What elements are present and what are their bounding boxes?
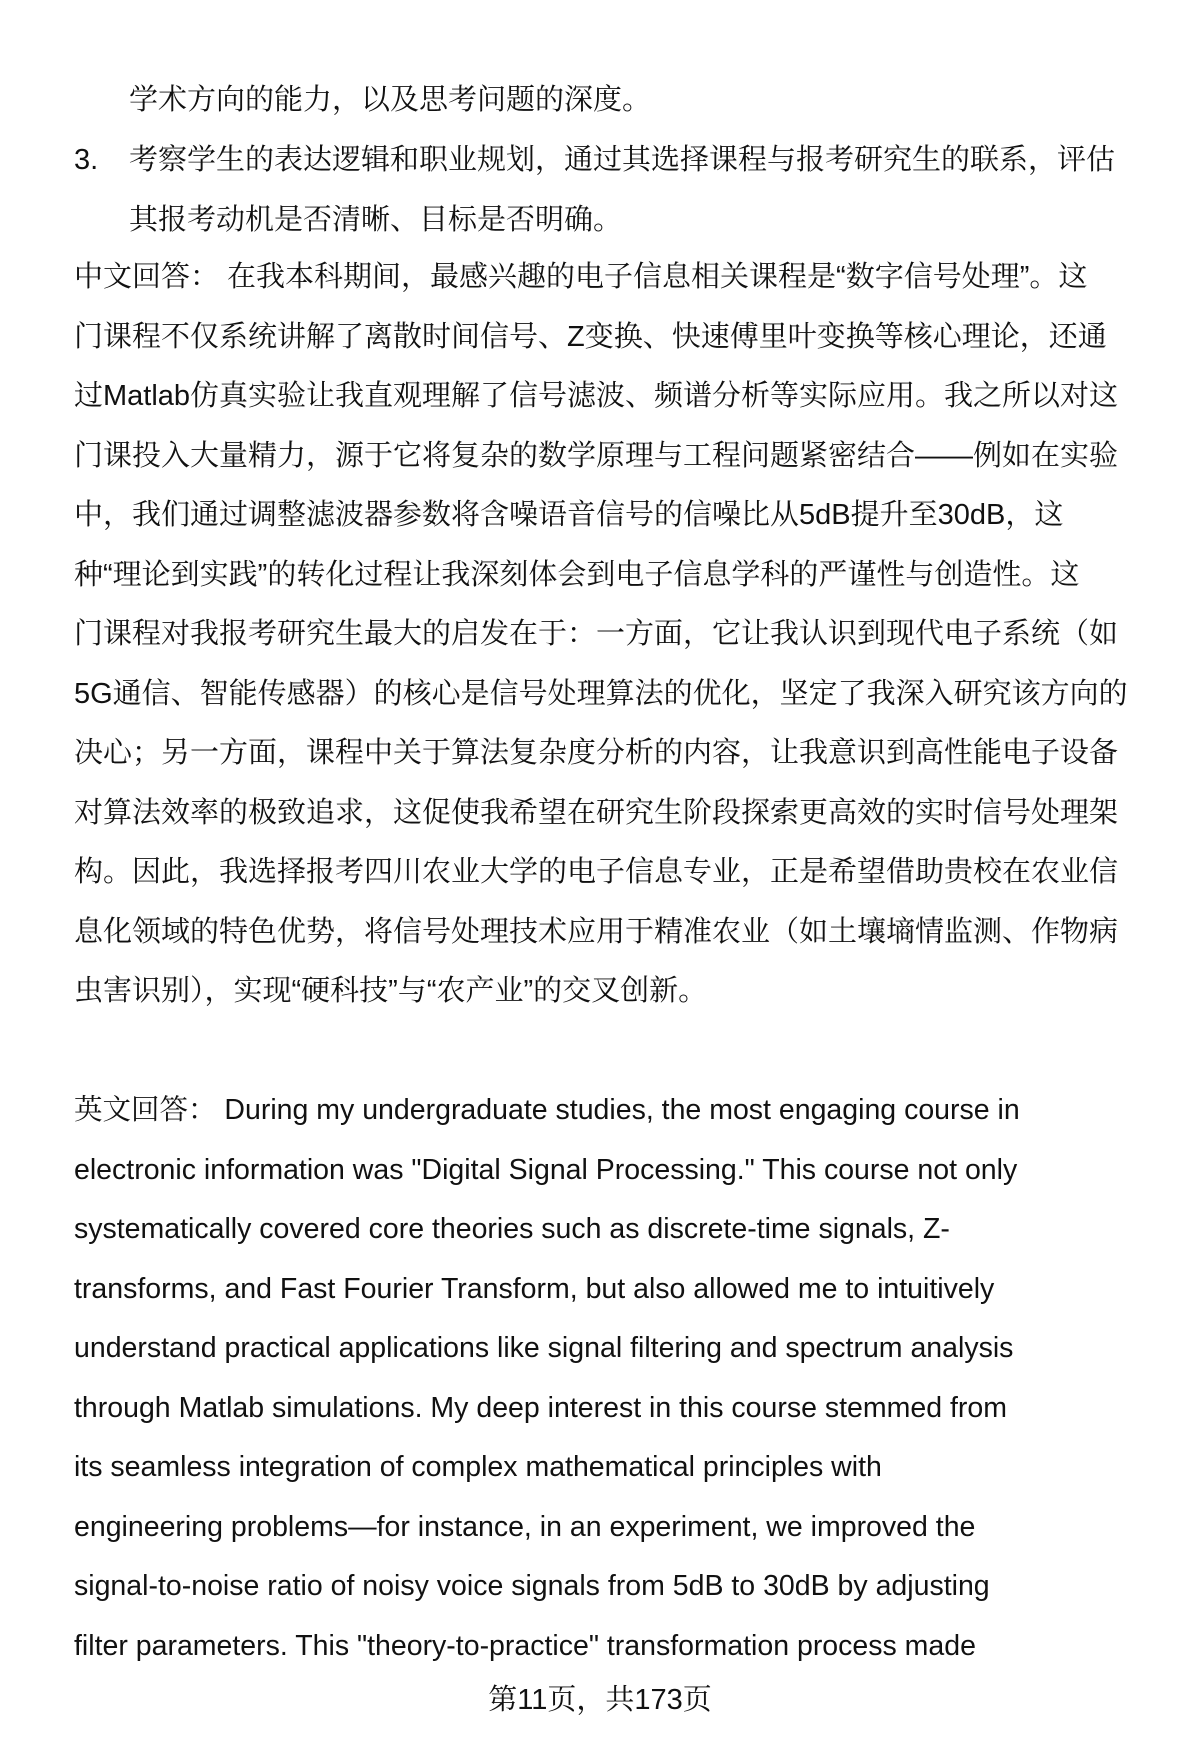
text-line: 中，我们通过调整滤波器参数将含噪语音信号的信噪比从5dB提升至30dB，这 <box>74 499 1064 531</box>
text-line: 英文回答： During my undergraduate studies, the most engaging course in <box>74 1094 1020 1126</box>
chinese-answer-paragraph <box>74 248 1164 1022</box>
text-line: 种“理论到实践”的转化过程让我深刻体会到电子信息学科的严谨性与创造性。这 <box>74 558 1080 591</box>
text-line: filter parameters. This "theory-to-practice" transformation process made <box>74 1629 976 1662</box>
text-line: 决心；另一方面，课程中关于算法复杂度分析的内容，让我意识到高性能电子设备 <box>74 737 1119 769</box>
text-line: 5G通信、智能传感器）的核心是信号处理算法的优化，坚定了我深入研究该方向的 <box>74 677 1128 710</box>
text-line: through Matlab simulations. My deep interest in this course stemmed from <box>74 1391 1007 1424</box>
english-answer-paragraph <box>74 1081 1164 1676</box>
page-number: 第11页，共173页 <box>488 1684 712 1716</box>
text-line: engineering problems—for instance, in an experiment, we improved the <box>74 1510 976 1543</box>
text-line: 学术方向的能力，以及思考问题的深度。 <box>129 84 652 116</box>
text-line: transforms, and Fast Fourier Transform, but also allowed me to intuitively <box>74 1272 995 1305</box>
list-item-3 <box>64 131 1154 250</box>
text-line: its seamless integration of complex mathematical principles with <box>74 1451 882 1483</box>
text-line: 其报考动机是否清晰、目标是否明确。 <box>129 203 623 236</box>
text-line: 虫害识别），实现“硬科技”与“农产业”的交叉创新。 <box>74 975 708 1007</box>
text-line: 门课程对我报考研究生最大的启发在于：一方面，它让我认识到现代电子系统（如 <box>74 618 1119 650</box>
text-line: 对算法效率的极致追求，这促使我希望在研究生阶段探索更高效的实时信号处理架 <box>74 796 1119 829</box>
text-line: 息化领域的特色优势，将信号处理技术应用于精准农业（如土壤墒情监测、作物病 <box>74 915 1119 948</box>
intro-tail <box>74 71 1164 131</box>
text-line: systematically covered core theories such as discrete-time signals, Z- <box>74 1213 950 1245</box>
text-line: 考察学生的表达逻辑和职业规划，通过其选择课程与报考研究生的联系，评估 <box>129 144 1116 176</box>
text-line: signal-to-noise ratio of noisy voice signals from 5dB to 30dB by adjusting <box>74 1570 990 1602</box>
text-line: 构。因此，我选择报考四川农业大学的电子信息专业，正是希望借助贵校在农业信 <box>74 856 1119 888</box>
text-line: 中文回答： 在我本科期间，最感兴趣的电子信息相关课程是“数字信号处理”。这 <box>74 261 1088 293</box>
text-line: understand practical applications like signal filtering and spectrum analysis <box>74 1332 1014 1364</box>
text-line: 门课投入大量精力，源于它将复杂的数学原理与工程问题紧密结合——例如在实验 <box>74 439 1119 472</box>
text-line: 过Matlab仿真实验让我直观理解了信号滤波、频谱分析等实际应用。我之所以对这 <box>74 380 1119 412</box>
text-line: 门课程不仅系统讲解了离散时间信号、Z变换、快速傅里叶变换等核心理论，还通 <box>74 320 1107 353</box>
text-line: electronic information was "Digital Signal Processing." This course not only <box>74 1153 1018 1186</box>
list-number: 3. <box>74 144 99 176</box>
